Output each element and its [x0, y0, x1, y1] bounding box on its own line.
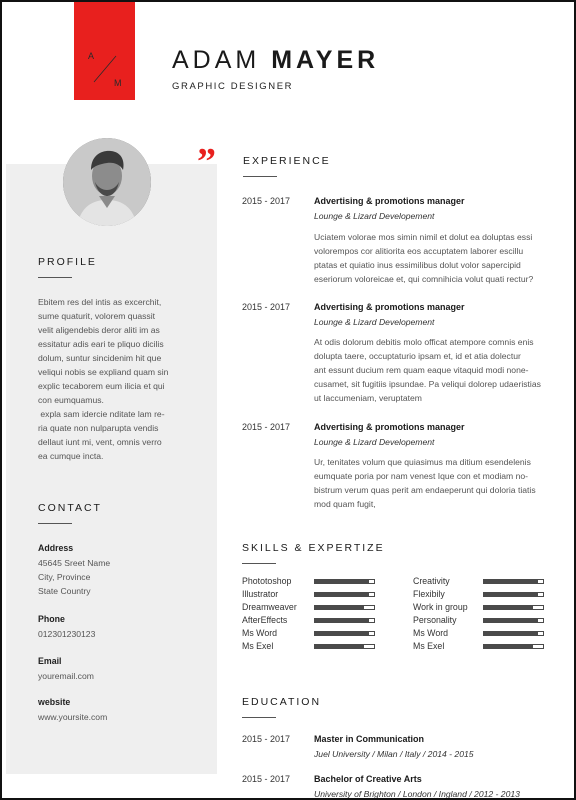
experience-heading: EXPERIENCE — [243, 155, 331, 167]
education-heading: EDUCATION — [242, 696, 322, 708]
education-detail: Juel University / Milan / Italy / 2014 - 2015 — [314, 749, 474, 759]
experience-description — [314, 335, 541, 405]
skill-name: Personality — [413, 615, 457, 625]
website-label: website — [38, 697, 71, 707]
experience-company: Lounge & Lizard Developement — [314, 317, 435, 327]
education-degree: Bachelor of Creative Arts — [314, 774, 422, 784]
skill-name: Flexibily — [413, 589, 445, 599]
skill-bar-remainder — [369, 619, 374, 622]
experience-description — [314, 230, 533, 286]
education-years: 2015 - 2017 — [242, 774, 291, 784]
skill-bar — [314, 579, 375, 584]
profile-line: veliqui nobis se expliand quam sin — [38, 367, 169, 377]
skill-name: Dreamweaver — [242, 602, 297, 612]
profile-line: ria quate non nulparupta vendis — [38, 423, 159, 433]
experience-company: Lounge & Lizard Developement — [314, 437, 435, 447]
profile-heading: PROFILE — [38, 256, 97, 268]
education-years: 2015 - 2017 — [242, 734, 291, 744]
experience-description — [314, 455, 536, 511]
skill-bar — [314, 618, 375, 623]
experience-years: 2015 - 2017 — [242, 422, 291, 432]
skill-name: Ms Word — [413, 628, 449, 638]
skill-name: Ms Exel — [413, 641, 445, 651]
skill-bar-remainder — [538, 619, 543, 622]
experience-line: At odis dolorum debitis molo officat atempore comnis enis — [314, 337, 534, 347]
skills-heading: SKILLS & EXPERTIZE — [242, 542, 385, 554]
experience-line: volorempos cor alitiorita eos accuptatem laborer escillu — [314, 246, 524, 256]
skill-name: Ms Exel — [242, 641, 274, 651]
monogram-logo — [74, 2, 135, 100]
skill-bar-remainder — [369, 580, 374, 583]
profile-text — [38, 295, 168, 463]
skills-divider — [242, 563, 276, 564]
skill-bar — [483, 579, 544, 584]
address-value — [38, 556, 110, 598]
experience-divider — [243, 176, 277, 177]
phone-label: Phone — [38, 614, 65, 624]
skill-bar — [483, 644, 544, 649]
skill-bar-remainder — [364, 606, 374, 609]
education-degree: Master in Communication — [314, 734, 425, 744]
skill-bar — [483, 605, 544, 610]
skill-bar-remainder — [369, 593, 374, 596]
skill-bar-remainder — [533, 606, 543, 609]
email-value: youremail.com — [38, 671, 94, 681]
monogram-slash — [74, 2, 135, 100]
profile-line: Ebitem res del intis as excerchit, — [38, 297, 162, 307]
experience-role: Advertising & promotions manager — [314, 422, 465, 432]
experience-company: Lounge & Lizard Developement — [314, 211, 435, 221]
monogram-last-initial: M — [114, 78, 122, 88]
skill-name: Illustrator — [242, 589, 279, 599]
experience-line: Uciatem volorae mos simin nimil et dolut ea doluptas essi — [314, 232, 533, 242]
experience-role: Advertising & promotions manager — [314, 302, 465, 312]
profile-line: explic tecaborem eum ilicia et qui — [38, 381, 165, 391]
profile-line: ea cumque incta. — [38, 451, 104, 461]
profile-divider — [38, 277, 72, 278]
experience-line: eseriorum voloreicae et, qui comnihicia volut quati rectur? — [314, 274, 534, 284]
experience-line: ut laccumeniam, veruptatem — [314, 393, 422, 403]
experience-line: cusamet, sit fugitiis ipsundae. Pa veliqui dolorep udaeristias — [314, 379, 541, 389]
address-line: 45645 Sreet Name — [38, 558, 111, 568]
skill-bar — [483, 592, 544, 597]
address-label: Address — [38, 543, 74, 553]
skill-bar — [483, 631, 544, 636]
contact-heading: CONTACT — [38, 502, 102, 514]
experience-role: Advertising & promotions manager — [314, 196, 465, 206]
last-name: MAYER — [271, 46, 380, 74]
skill-bar — [314, 592, 375, 597]
profile-line: velit aligendebis deror aliti im as — [38, 325, 160, 335]
profile-line: sume quaturit, volorem quassit — [38, 311, 156, 321]
skill-name: Creativity — [413, 576, 450, 586]
profile-line: con eumquamus. — [38, 395, 104, 405]
contact-divider — [38, 523, 72, 524]
skill-name: AfterEffects — [242, 615, 288, 625]
skill-bar — [314, 644, 375, 649]
profile-line: expla sam idercie nditate lam re- — [38, 409, 165, 419]
experience-line: Ur, tenitates volum que quiasimus ma ditium esendelenis — [314, 457, 531, 467]
quote-icon: ” — [197, 141, 216, 183]
skill-bar-remainder — [369, 632, 374, 635]
experience-line: dolupta taere, occuptaturio ipsam et, id et atia dolectur — [314, 351, 521, 361]
skill-name: Ms Word — [242, 628, 278, 638]
experience-line: eumquate poria por nam venest Ique con et modiam no- — [314, 471, 529, 481]
skill-bar-remainder — [533, 645, 543, 648]
profile-line: essitatur adis eari te pliquo dicilis — [38, 339, 164, 349]
skill-bar-remainder — [538, 632, 543, 635]
phone-value: 012301230123 — [38, 629, 96, 639]
experience-years: 2015 - 2017 — [242, 196, 291, 206]
profile-line: dellaut iunt mi, vent, omnis verro — [38, 437, 162, 447]
experience-years: 2015 - 2017 — [242, 302, 291, 312]
experience-line: mod quam fugit, — [314, 499, 376, 509]
experience-line: ant essunt ducium rem quam eaque vitaquid modi none- — [314, 365, 529, 375]
skill-bar — [483, 618, 544, 623]
profile-line: dolum, suntur sincidenim hit que — [38, 353, 162, 363]
skill-bar-remainder — [364, 645, 374, 648]
education-divider — [242, 717, 276, 718]
first-name: ADAM — [172, 46, 261, 74]
skill-bar — [314, 605, 375, 610]
full-name — [172, 46, 379, 75]
skill-bar-remainder — [538, 580, 543, 583]
skill-name: Phototoshop — [242, 576, 292, 586]
website-value: www.yoursite.com — [38, 712, 108, 722]
address-line: State Country — [38, 586, 91, 596]
skill-bar-remainder — [538, 593, 543, 596]
skill-bar — [314, 631, 375, 636]
profile-photo — [63, 138, 151, 226]
address-line: City, Province — [38, 572, 91, 582]
email-label: Email — [38, 656, 62, 666]
education-detail: University of Brighton / London / Ingland / 2012 - 2013 — [314, 789, 520, 799]
monogram-first-initial: A — [88, 51, 95, 61]
experience-line: ptatas et quiatio inus essimilibus dolut volor sapercipid — [314, 260, 521, 270]
job-title: GRAPHIC DESIGNER — [172, 81, 294, 92]
skill-name: Work in group — [413, 602, 468, 612]
experience-line: bistrum verum quas perit am endaeperunt qui doloria tiatis — [314, 485, 536, 495]
